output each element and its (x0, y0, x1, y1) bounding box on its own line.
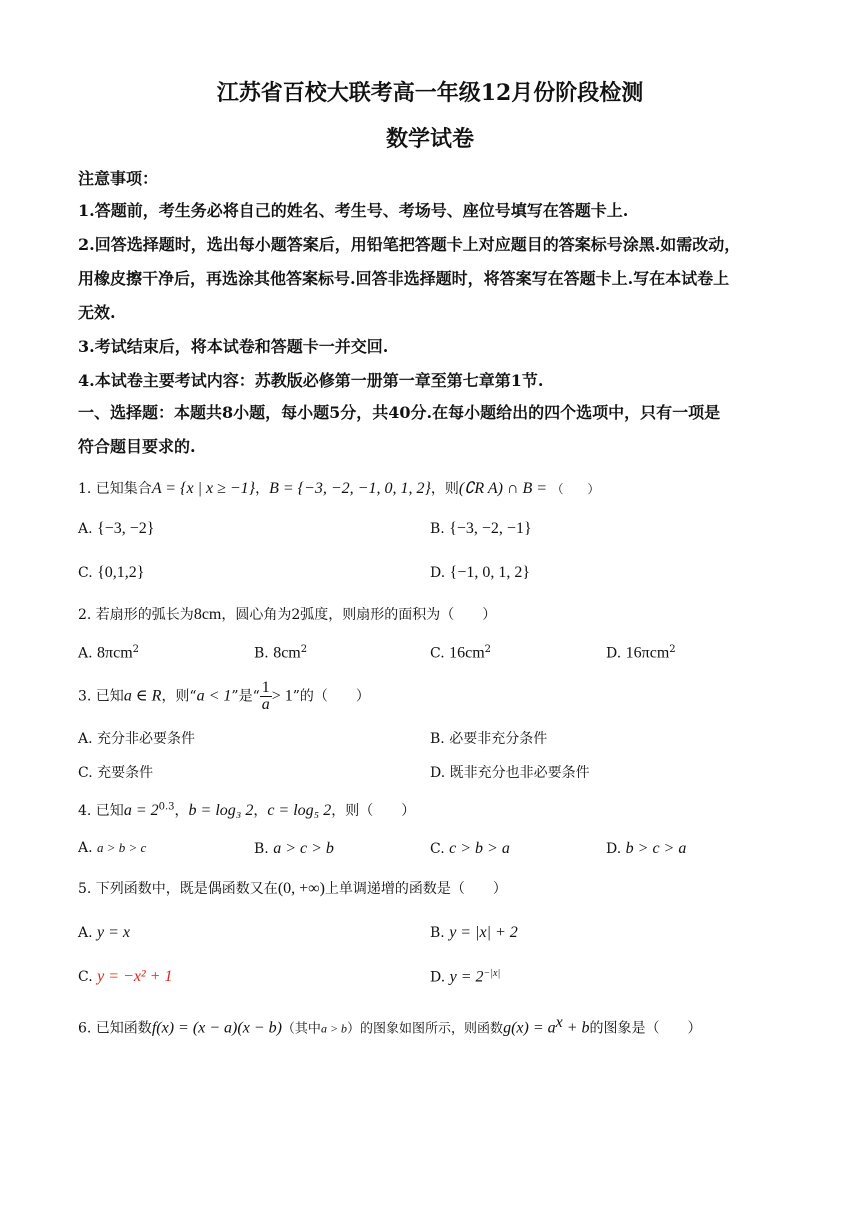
q3-fraction: $\frac{1}{a}$ (261, 679, 270, 713)
q4-c: c = log₅ 2 (267, 802, 332, 819)
q1-option-b-value: {−3, −2, −1} (449, 520, 532, 537)
q1-answer-paren: （ ） (551, 482, 600, 496)
q5-option-b: B. y = |x| + 2 (430, 924, 518, 941)
q1-expr: (∁R A) ∩ B = (458, 480, 548, 497)
exam-subtitle: 数学试卷 (385, 126, 474, 152)
q2-option-c: C. $16cm^2$ (430, 644, 492, 662)
question-4: 4. 已知$a = 2^{0.3}$，b = log₃ 2，c = log₅ 2，则（ ） (78, 801, 416, 819)
question-5: 5. 下列函数中，既是偶函数又在(0, +∞)上单调递增的函数是（ ） (78, 880, 507, 897)
q3-option-d: D. 既非充分也非必要条件 (430, 765, 590, 781)
notice-item-1: 1.答题前，考生务必将自己的姓名、考生号、考场号、座位号填写在答题卡上. (78, 201, 629, 220)
q4-option-b: B. a > c > b (254, 840, 334, 857)
q1-set-b: B = {−3, −2, −1, 0, 1, 2} (269, 480, 431, 497)
exam-title: 江苏省百校大联考高一年级12月份阶段检测 (216, 80, 644, 106)
question-2 (78, 604, 496, 624)
q1-option-d-value: {−1, 0, 1, 2} (449, 564, 531, 581)
notice-item-3: 3.考试结束后，将本试卷和答题卡一并交回. (78, 337, 389, 356)
q1-sep: ， (255, 481, 270, 497)
q2-text-b: ，圆心角为2弧度，则扇形的面积为（ ） (221, 607, 497, 623)
q2-option-a: A. 8πcm$^2$ (78, 644, 140, 662)
q1-option-a-value: {−3, −2} (97, 520, 155, 537)
q1-option-b: B. {−3, −2, −1} (430, 520, 532, 537)
question-1 (78, 478, 600, 498)
q1-set-a: A = {x | x ≥ −1} (151, 480, 256, 497)
q1-mid: ，则 (430, 481, 459, 497)
q3-cond: a ∈ R (123, 687, 162, 705)
q5-interval: (0, +∞) (277, 880, 325, 897)
q1-option-d: D. {−1, 0, 1, 2} (430, 564, 531, 581)
notice-item-2: 2.回答选择题时，选出每小题答案后，用铅笔把答题卡上对应题目的答案标号涂黑.如需改动， (78, 235, 741, 254)
q4-b: b = log₃ 2 (188, 802, 254, 819)
q2-option-b: B. $8cm^2$ (254, 644, 308, 662)
notice-item-4: 4.本试卷主要考试内容：苏教版必修第一册第一章至第七章第1节. (78, 371, 544, 390)
q3-option-a: A. 充分非必要条件 (78, 731, 196, 747)
question-3: 3. 已知a ∈ R，则“a < 1”是“ $\frac{1}{a}$ > 1”的（ ） (78, 679, 370, 713)
q1-prefix: 1. 已知集合 (78, 481, 152, 497)
q6-f: f(x) = (x − a)(x − b) (151, 1019, 282, 1037)
q1-option-c-value: {0,1,2} (97, 564, 145, 581)
q4-a: a = 2 (123, 802, 159, 819)
question-6: 6. 已知函数f(x) = (x − a)(x − b)（其中a > b）的图象如图所示，则函数$g(x) = a^x + b$的图象是（ ） (78, 1014, 702, 1037)
q4-option-a: A. a > b > c (78, 840, 147, 856)
notice-item-2-end: 无效. (78, 303, 116, 322)
q3-text-a: 3. 已知 (78, 688, 124, 705)
notice-heading: 注意事项： (78, 169, 159, 188)
q3-option-b: B. 必要非充分条件 (430, 731, 548, 747)
q3-option-c: C. 充要条件 (78, 765, 154, 781)
q5-option-c-value-highlighted: y = −x² + 1 (97, 968, 173, 985)
section-heading: 一、选择题：本题共8小题，每小题5分，共40分.在每小题给出的四个选项中，只有一项是 (78, 403, 721, 422)
q3-p: a < 1 (196, 687, 232, 705)
section-heading-cont: 符合题目要求的. (78, 437, 196, 456)
q1-option-c: C. {0,1,2} (78, 564, 145, 581)
q4-option-c: C. c > b > a (430, 840, 510, 857)
q2-text-a: 2. 若扇形的弧长为 (78, 607, 194, 623)
q5-option-a: A. y = x (78, 924, 131, 941)
q4-option-d: D. b > c > a (606, 840, 687, 857)
q6-g: g(x) = a (503, 1019, 556, 1037)
notice-item-2-cont: 用橡皮擦干净后，再选涂其他答案标号.回答非选择题时，将答案写在答题卡上.写在本试卷上 (78, 269, 730, 288)
q5-option-d: D. $y = 2^{-|x|}$ (430, 968, 501, 986)
q2-arc: 8cm (193, 606, 222, 623)
q5-option-c: C. y = −x² + 1 (78, 968, 173, 985)
q1-option-a: A. {−3, −2} (78, 520, 155, 537)
q2-option-d: D. 16πcm$^2$ (606, 644, 676, 662)
